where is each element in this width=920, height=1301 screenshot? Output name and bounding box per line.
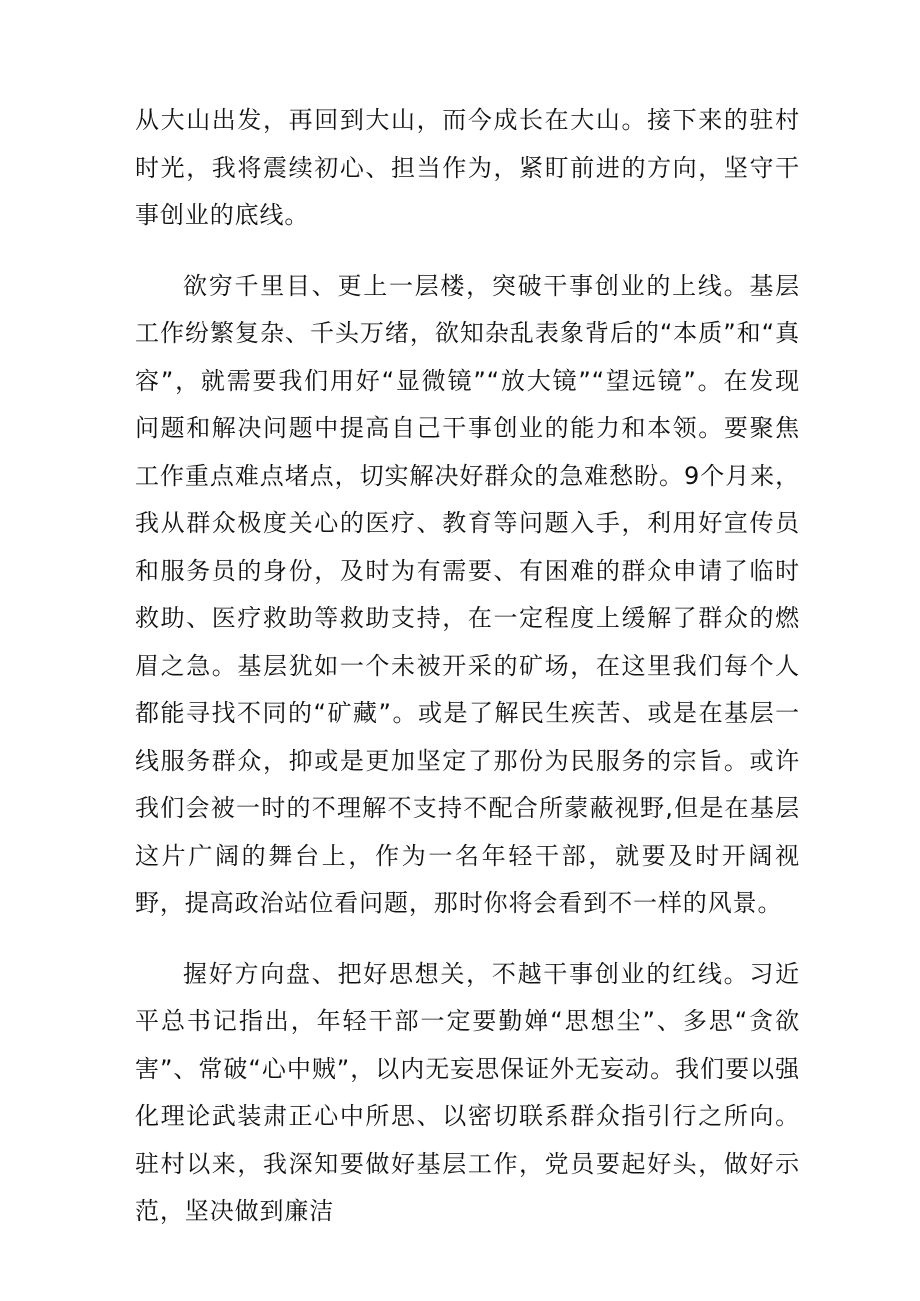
paragraph-3: 握好方向盘、把好思想关，不越干事创业的红线。习近平总书记指出，年轻干部一定要勤婵“思想尘”、多思“贪欲害”、常破“心中贼”，以内无妄思保证外无妄动。我们要以强化理论武装肃正心中所思、以密切联系群众指引行之所向。驻村以来，我深知要做好基层工作，党员要起好头，做好示范，坚决做到廉洁 (135, 959, 800, 1225)
paragraph-2: 欲穷千里目、更上一层楼，突破干事创业的上线。基层工作纷繁复杂、千头万绪，欲知杂乱表象背后的“本质”和“真容”，就需要我们用好“显微镜”“放大镜”“望远镜”。在发现问题和解决问题中提高自己干事创业的能力和本领。要聚焦工作重点难点堵点，切实解决好群众的急难愁盼。9个月来，我从群众极度关心的医疗、教育等问题入手，利用好宣传员和服务员的身份，及时为有需要、有困难的群众申请了临时救助、医疗救助等救助支持，在一定程度上缓解了群众的燃眉之急。基层犹如一个未被开采的矿场，在这里我们每个人都能寻找不同的“矿藏”。或是了解民生疾苦、或是在基层一线服务群众，抑或是更加坚定了那份为民服务的宗旨。或许我们会被一时的不理解不支持不配合所蒙蔽视野,但是在基层这片广阔的舞台上，作为一名年轻干部，就要及时开阔视野，提高政治站位看问题，那时你将会看到不一样的风景。 (135, 271, 800, 917)
document-body (135, 97, 800, 1259)
paragraph-1: 从大山出发，再回到大山，而今成长在大山。接下来的驻村时光，我将震续初心、担当作为，紧盯前进的方向，坚守干事创业的底线。 (135, 106, 800, 229)
